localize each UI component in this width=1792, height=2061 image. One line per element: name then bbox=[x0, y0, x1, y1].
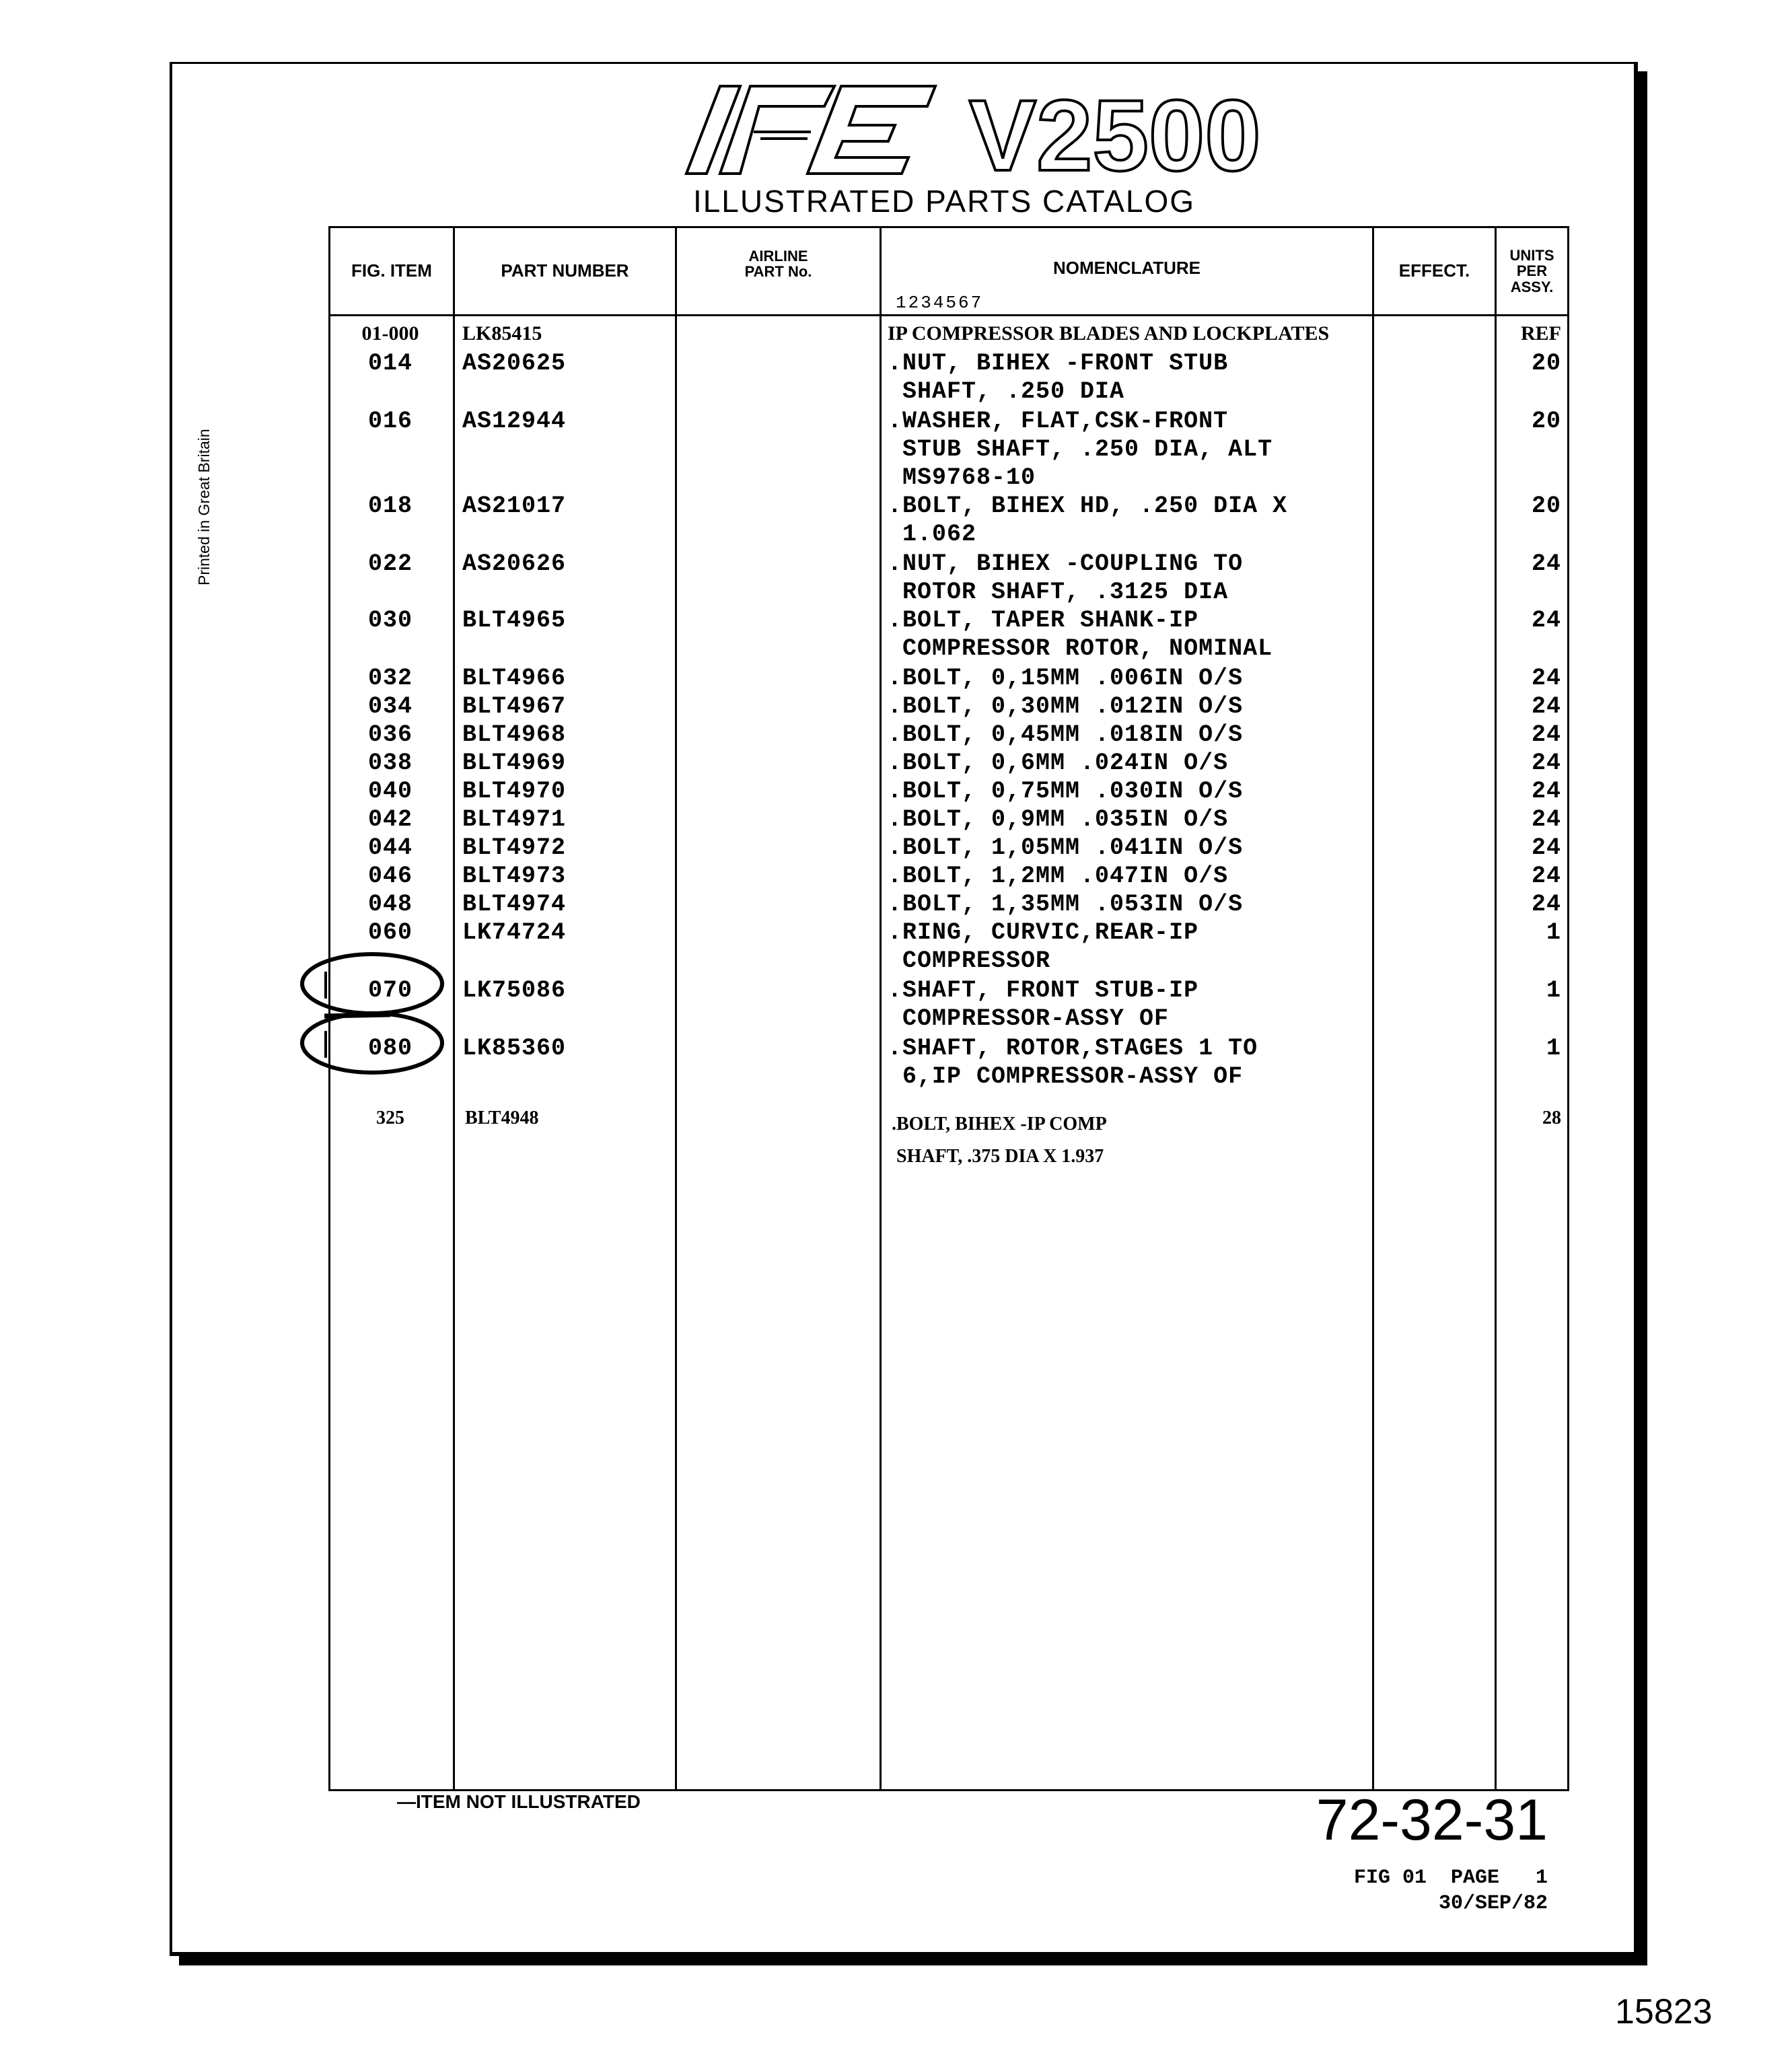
row-units: REF bbox=[1521, 322, 1561, 345]
row-item: 325 bbox=[376, 1108, 404, 1128]
row-item: 038 bbox=[367, 750, 413, 776]
row-part-number: BLT4968 bbox=[462, 721, 567, 748]
row-nomenclature: .BOLT, 0,6MM .024IN O/S bbox=[888, 750, 1229, 776]
row-part-number: BLT4972 bbox=[462, 834, 567, 861]
iae-logo-svg bbox=[673, 79, 1261, 192]
row-item: 022 bbox=[367, 550, 413, 577]
row-item: 080 bbox=[367, 1035, 413, 1062]
revision-date: 30/SEP/82 bbox=[1438, 1892, 1548, 1915]
row-nomenclature: .NUT, BIHEX -COUPLING TO ROTOR SHAFT, .3125 DIA bbox=[888, 550, 1244, 606]
row-units: 24 bbox=[1531, 750, 1561, 776]
row-item: 060 bbox=[367, 919, 413, 946]
circle-mark-080 bbox=[302, 1013, 442, 1073]
row-part-number: LK74724 bbox=[462, 919, 567, 946]
header-units-per-assy: UNITS PER ASSY. bbox=[1509, 247, 1554, 295]
chapter-number: 72-32-31 bbox=[1316, 1788, 1548, 1852]
row-units: 24 bbox=[1531, 607, 1561, 634]
row-units: 20 bbox=[1531, 408, 1561, 435]
row-nomenclature: .BOLT, 0,30MM .012IN O/S bbox=[888, 693, 1244, 720]
parts-table bbox=[328, 226, 1569, 1791]
row-nomenclature: .BOLT, 0,15MM .006IN O/S bbox=[888, 665, 1244, 692]
row-nomenclature: .BOLT, 1,05MM .041IN O/S bbox=[888, 834, 1244, 861]
row-item: 040 bbox=[367, 778, 413, 805]
row-units: 24 bbox=[1531, 693, 1561, 720]
row-units: 20 bbox=[1531, 350, 1561, 377]
row-item: 036 bbox=[367, 721, 413, 748]
row-item: 01-000 bbox=[361, 322, 419, 345]
row-part-number: BLT4971 bbox=[462, 806, 567, 833]
row-units: 28 bbox=[1542, 1108, 1561, 1128]
row-part-number: BLT4948 bbox=[465, 1108, 539, 1128]
row-part-number: BLT4967 bbox=[462, 693, 567, 720]
col-divider bbox=[880, 228, 882, 1789]
row-nomenclature: .BOLT, 1,2MM .047IN O/S bbox=[888, 863, 1229, 890]
row-nomenclature: .BOLT, 0,45MM .018IN O/S bbox=[888, 721, 1244, 748]
row-item: 016 bbox=[367, 408, 413, 435]
row-nomenclature: .BOLT, 0,9MM .035IN O/S bbox=[888, 806, 1229, 833]
row-part-number: AS12944 bbox=[462, 408, 567, 435]
row-part-number: BLT4965 bbox=[462, 607, 567, 634]
item-not-illustrated-note: —ITEM NOT ILLUSTRATED bbox=[397, 1791, 641, 1812]
row-nomenclature: .BOLT, BIHEX HD, .250 DIA X 1.062 bbox=[888, 493, 1288, 548]
catalog-title: ILLUSTRATED PARTS CATALOG bbox=[692, 184, 1196, 219]
logo-model-text: V2500 bbox=[969, 79, 1261, 192]
indent-code: 1234567 bbox=[896, 293, 984, 313]
row-nomenclature: .BOLT, 1,35MM .053IN O/S bbox=[888, 891, 1244, 918]
row-part-number: LK85360 bbox=[462, 1035, 567, 1062]
row-item: 048 bbox=[367, 891, 413, 918]
row-units: 24 bbox=[1531, 550, 1561, 577]
row-part-number: LK75086 bbox=[462, 977, 567, 1004]
row-item: 018 bbox=[367, 493, 413, 519]
row-units: 24 bbox=[1531, 863, 1561, 890]
row-units: 20 bbox=[1531, 493, 1561, 519]
header-effect: EFFECT. bbox=[1398, 260, 1470, 281]
header-part-number: PART NUMBER bbox=[501, 260, 629, 281]
row-item: 014 bbox=[367, 350, 413, 377]
row-nomenclature: .BOLT, TAPER SHANK-IP COMPRESSOR ROTOR, NOMINAL bbox=[888, 607, 1273, 662]
revision-annotations bbox=[289, 942, 464, 1104]
fig-page-label: FIG 01 PAGE 1 bbox=[1353, 1867, 1548, 1889]
mark-stroke bbox=[324, 1015, 390, 1016]
row-part-number: BLT4973 bbox=[462, 863, 567, 890]
col-divider bbox=[1372, 228, 1374, 1789]
header-airline-part-no: AIRLINE PART No. bbox=[744, 248, 812, 281]
row-nomenclature: .SHAFT, ROTOR,STAGES 1 TO 6,IP COMPRESSOR-ASSY OF bbox=[888, 1035, 1258, 1090]
row-units: 24 bbox=[1531, 891, 1561, 918]
row-units: 24 bbox=[1531, 834, 1561, 861]
row-part-number: BLT4969 bbox=[462, 750, 567, 776]
row-units: 1 bbox=[1546, 919, 1561, 946]
row-part-number: BLT4970 bbox=[462, 778, 567, 805]
row-units: 24 bbox=[1531, 721, 1561, 748]
row-part-number: AS20626 bbox=[462, 550, 567, 577]
row-nomenclature: .SHAFT, FRONT STUB-IP COMPRESSOR-ASSY OF bbox=[888, 977, 1199, 1032]
printed-in-note: Printed in Great Britain bbox=[195, 429, 213, 585]
row-units: 24 bbox=[1531, 806, 1561, 833]
col-divider bbox=[1495, 228, 1497, 1789]
row-units: 24 bbox=[1531, 665, 1561, 692]
header-nomenclature: NOMENCLATURE bbox=[1052, 258, 1201, 278]
row-item: 032 bbox=[367, 665, 413, 692]
row-nomenclature: IP COMPRESSOR BLADES AND LOCKPLATES bbox=[888, 322, 1330, 345]
row-item: 046 bbox=[367, 863, 413, 890]
row-nomenclature: .WASHER, FLAT,CSK-FRONT STUB SHAFT, .250 DIA, ALT MS9768-10 bbox=[888, 408, 1273, 491]
row-nomenclature: .BOLT, 0,75MM .030IN O/S bbox=[888, 778, 1244, 805]
row-nomenclature: .NUT, BIHEX -FRONT STUB SHAFT, .250 DIA bbox=[888, 350, 1229, 405]
logo-a-stroke bbox=[720, 86, 834, 174]
row-part-number: BLT4966 bbox=[462, 665, 567, 692]
logo-i-stroke bbox=[686, 86, 740, 174]
row-item: 030 bbox=[367, 607, 413, 634]
row-item: 042 bbox=[367, 806, 413, 833]
iae-v2500-logo bbox=[673, 79, 1261, 192]
header-fig-item: FIG. ITEM bbox=[351, 260, 432, 281]
row-part-number: AS21017 bbox=[462, 493, 567, 519]
circle-mark-070 bbox=[302, 954, 442, 1013]
row-item: 034 bbox=[367, 693, 413, 720]
col-divider bbox=[675, 228, 677, 1789]
row-part-number: LK85415 bbox=[462, 322, 542, 345]
row-part-number: BLT4974 bbox=[462, 891, 567, 918]
row-units: 1 bbox=[1546, 1035, 1561, 1062]
document-number: 15823 bbox=[1615, 1992, 1713, 2031]
row-units: 24 bbox=[1531, 778, 1561, 805]
row-part-number: AS20625 bbox=[462, 350, 567, 377]
row-nomenclature: .BOLT, BIHEX -IP COMP SHAFT, .375 DIA X 1.937 bbox=[892, 1114, 1107, 1167]
header-divider bbox=[330, 314, 1567, 316]
row-units: 1 bbox=[1546, 977, 1561, 1004]
row-item: 070 bbox=[367, 977, 413, 1004]
row-item: 044 bbox=[367, 834, 413, 861]
row-nomenclature: .RING, CURVIC,REAR-IP COMPRESSOR bbox=[888, 919, 1199, 974]
